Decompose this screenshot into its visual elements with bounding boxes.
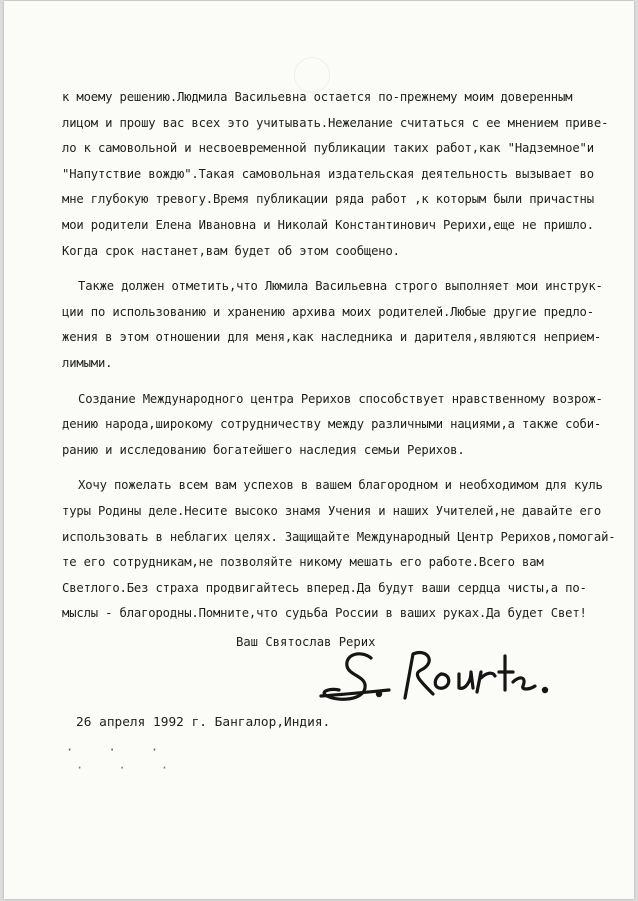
letter-line: дению народа,широкому сотрудничеству между различными нациями,а также соби- xyxy=(62,417,602,432)
letter-line: мои родители Елена Ивановна и Николай Константинович Рерихи,еще не пришло. xyxy=(62,217,594,232)
letter-line: ции по использованию и хранению архива моих родителей.Любые другие предло- xyxy=(62,304,594,319)
letter-line: мне глубокую тревогу.Время публикации ряда работ ,к которым были причастны xyxy=(62,192,594,207)
letter-line: ранию и исследованию богатейшего наследия семьи Рерихов. xyxy=(62,442,465,457)
letter-page xyxy=(4,1,634,899)
letter-line: лимыми. xyxy=(62,355,113,370)
letter-line: к моему решению.Людмила Васильевна остается по-прежнему моим доверенным xyxy=(62,90,573,104)
letter-line: те его сотрудникам,не позволяйте никому мешать его работе.Всего вам xyxy=(62,555,544,570)
letter-date: 26 апреля 1992 г. Бангалор,Индия. xyxy=(76,715,331,730)
letter-line: Светлого.Без страха продвигайтесь вперед.Да будут ваши сердца чисты,а по- xyxy=(62,580,587,595)
letter-line: Когда срок настанет,вам будет об этом сообщено. xyxy=(62,243,400,258)
letter-line: жения в этом отношении для меня,как наследника и дарителя,являются неприем- xyxy=(62,330,602,345)
scan-specks: · · · xyxy=(76,761,183,775)
handwritten-signature xyxy=(309,636,579,716)
letter-line: Хочу пожелать всем вам успехов в вашем благородном и необходимом для куль xyxy=(78,478,603,493)
signoff: Ваш Святослав Рерих xyxy=(236,635,376,649)
letter-line: "Напутствие вождю".Такая самовольная издательская деятельность вызывает во xyxy=(62,166,594,181)
letter-line: лицом и прошу вас всех это учитывать.Нежелание считаться с ее мнением приве- xyxy=(62,115,609,130)
letter-line: Создание Международного центра Рерихов способствует нравственному возрож- xyxy=(78,391,603,406)
letter-body xyxy=(62,85,622,627)
letter-line: ло к самовольной и несвоевременной публикации таких работ,как "Надземное"и xyxy=(62,141,594,156)
scan-specks: · · · xyxy=(66,743,173,757)
letter-line: туры Родины деле.Несите высоко знамя Учения и наших Учителей,не давайте его xyxy=(62,503,602,518)
letter-line: использовать в неблагих целях. Защищайте Международный Центр Рерихов,помогай- xyxy=(62,529,616,544)
letter-line: мыслы - благородны.Помните,что судьба России в ваших руках.Да будет Свет! xyxy=(62,606,587,621)
letter-line: Также должен отметить,что Люмила Васильевна строго выполняет мои инструк- xyxy=(78,279,603,294)
